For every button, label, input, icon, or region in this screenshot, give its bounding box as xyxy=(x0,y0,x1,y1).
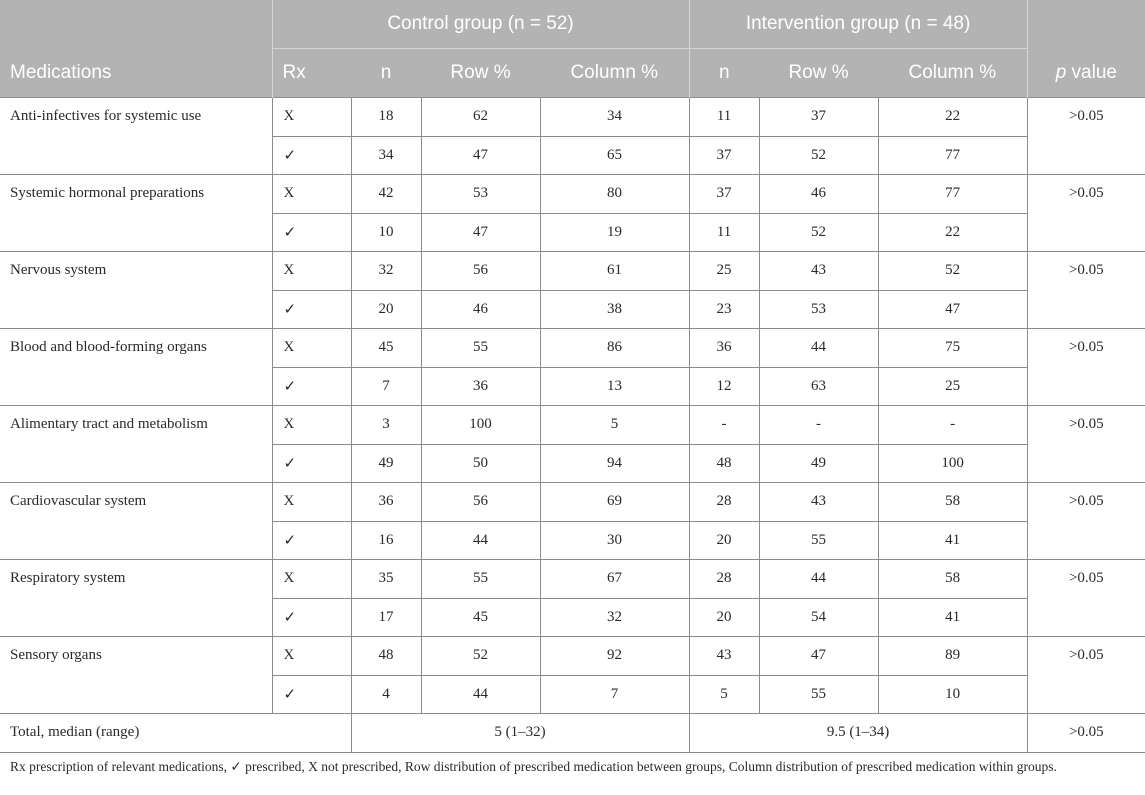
rx-cell: ✓ xyxy=(272,521,351,560)
header-intervention-column-pct: Column % xyxy=(878,49,1027,98)
intervention-row-pct: 37 xyxy=(759,98,878,137)
rx-cell: X xyxy=(272,252,351,291)
intervention-row-pct: 49 xyxy=(759,444,878,483)
intervention-column-pct: 41 xyxy=(878,598,1027,637)
intervention-column-pct: 58 xyxy=(878,483,1027,522)
p-value: >0.05 xyxy=(1027,560,1145,637)
intervention-row-pct: 43 xyxy=(759,252,878,291)
control-n: 34 xyxy=(351,136,421,175)
rx-cell: X xyxy=(272,98,351,137)
total-label: Total, median (range) xyxy=(0,714,351,753)
control-n: 7 xyxy=(351,367,421,406)
intervention-n: - xyxy=(689,406,759,445)
control-n: 18 xyxy=(351,98,421,137)
rx-cell: X xyxy=(272,175,351,214)
total-control: 5 (1–32) xyxy=(351,714,689,753)
category-label: Respiratory system xyxy=(0,560,272,637)
total-row xyxy=(0,714,1145,753)
table-row xyxy=(0,98,1145,137)
intervention-n: 20 xyxy=(689,598,759,637)
control-row-pct: 53 xyxy=(421,175,540,214)
control-row-pct: 52 xyxy=(421,637,540,676)
intervention-column-pct: 25 xyxy=(878,367,1027,406)
control-n: 36 xyxy=(351,483,421,522)
intervention-n: 43 xyxy=(689,637,759,676)
table-row xyxy=(0,560,1145,599)
intervention-row-pct: 55 xyxy=(759,521,878,560)
intervention-n: 11 xyxy=(689,98,759,137)
p-value: >0.05 xyxy=(1027,252,1145,329)
intervention-column-pct: 10 xyxy=(878,675,1027,714)
category-label: Anti-infectives for systemic use xyxy=(0,98,272,175)
intervention-column-pct: 89 xyxy=(878,637,1027,676)
control-n: 4 xyxy=(351,675,421,714)
control-column-pct: 67 xyxy=(540,560,689,599)
rx-cell: X xyxy=(272,329,351,368)
control-row-pct: 46 xyxy=(421,290,540,329)
header-intervention-group: Intervention group (n = 48) xyxy=(689,0,1027,49)
intervention-column-pct: 22 xyxy=(878,213,1027,252)
header-row-groups xyxy=(0,0,1145,49)
control-column-pct: 7 xyxy=(540,675,689,714)
header-control-n: n xyxy=(351,49,421,98)
intervention-n: 23 xyxy=(689,290,759,329)
control-row-pct: 44 xyxy=(421,521,540,560)
category-label: Cardiovascular system xyxy=(0,483,272,560)
control-row-pct: 44 xyxy=(421,675,540,714)
control-column-pct: 86 xyxy=(540,329,689,368)
rx-cell: ✓ xyxy=(272,290,351,329)
intervention-n: 48 xyxy=(689,444,759,483)
intervention-column-pct: 47 xyxy=(878,290,1027,329)
intervention-n: 11 xyxy=(689,213,759,252)
header-p-value xyxy=(1027,49,1145,98)
control-row-pct: 45 xyxy=(421,598,540,637)
intervention-row-pct: 63 xyxy=(759,367,878,406)
control-column-pct: 13 xyxy=(540,367,689,406)
intervention-column-pct: 41 xyxy=(878,521,1027,560)
intervention-column-pct: 77 xyxy=(878,136,1027,175)
control-column-pct: 34 xyxy=(540,98,689,137)
intervention-row-pct: 43 xyxy=(759,483,878,522)
header-control-column-pct: Column % xyxy=(540,49,689,98)
header-medications: Medications xyxy=(0,49,272,98)
header-control-row-pct: Row % xyxy=(421,49,540,98)
control-row-pct: 100 xyxy=(421,406,540,445)
intervention-column-pct: 100 xyxy=(878,444,1027,483)
intervention-row-pct: 44 xyxy=(759,329,878,368)
intervention-n: 20 xyxy=(689,521,759,560)
intervention-row-pct: 52 xyxy=(759,213,878,252)
intervention-row-pct: 52 xyxy=(759,136,878,175)
control-row-pct: 56 xyxy=(421,483,540,522)
control-n: 3 xyxy=(351,406,421,445)
header-row-columns xyxy=(0,49,1145,98)
intervention-n: 25 xyxy=(689,252,759,291)
intervention-column-pct: - xyxy=(878,406,1027,445)
control-row-pct: 62 xyxy=(421,98,540,137)
category-label: Alimentary tract and metabolism xyxy=(0,406,272,483)
p-value: >0.05 xyxy=(1027,406,1145,483)
control-row-pct: 50 xyxy=(421,444,540,483)
table-row xyxy=(0,637,1145,676)
rx-cell: ✓ xyxy=(272,444,351,483)
table-row xyxy=(0,483,1145,522)
control-column-pct: 30 xyxy=(540,521,689,560)
header-p-italic: p xyxy=(1055,61,1067,83)
intervention-n: 28 xyxy=(689,483,759,522)
table-row xyxy=(0,252,1145,291)
intervention-n: 37 xyxy=(689,175,759,214)
p-value: >0.05 xyxy=(1027,483,1145,560)
p-value: >0.05 xyxy=(1027,98,1145,175)
control-n: 49 xyxy=(351,444,421,483)
p-value: >0.05 xyxy=(1027,175,1145,252)
header-intervention-row-pct: Row % xyxy=(759,49,878,98)
p-value: >0.05 xyxy=(1027,329,1145,406)
control-column-pct: 32 xyxy=(540,598,689,637)
intervention-row-pct: 54 xyxy=(759,598,878,637)
rx-cell: ✓ xyxy=(272,136,351,175)
rx-cell: X xyxy=(272,637,351,676)
control-column-pct: 65 xyxy=(540,136,689,175)
control-column-pct: 92 xyxy=(540,637,689,676)
intervention-n: 36 xyxy=(689,329,759,368)
header-p-rest: value xyxy=(1066,61,1117,83)
intervention-column-pct: 22 xyxy=(878,98,1027,137)
header-empty-right xyxy=(1027,0,1145,49)
control-row-pct: 55 xyxy=(421,560,540,599)
intervention-row-pct: 53 xyxy=(759,290,878,329)
rx-cell: X xyxy=(272,406,351,445)
table-row xyxy=(0,406,1145,445)
intervention-row-pct: 47 xyxy=(759,637,878,676)
p-value: >0.05 xyxy=(1027,637,1145,714)
control-column-pct: 94 xyxy=(540,444,689,483)
rx-cell: ✓ xyxy=(272,213,351,252)
rx-cell: ✓ xyxy=(272,367,351,406)
control-n: 42 xyxy=(351,175,421,214)
table-footnote: Rx prescription of relevant medications, ✓ prescribed, X not prescribed, Row distribution of prescribed medication between groups, Column distribution of prescribed medication within groups. xyxy=(10,759,1057,774)
control-column-pct: 38 xyxy=(540,290,689,329)
category-label: Blood and blood-forming organs xyxy=(0,329,272,406)
control-row-pct: 47 xyxy=(421,136,540,175)
control-n: 20 xyxy=(351,290,421,329)
header-control-group: Control group (n = 52) xyxy=(272,0,689,49)
control-column-pct: 19 xyxy=(540,213,689,252)
rx-cell: ✓ xyxy=(272,675,351,714)
intervention-n: 28 xyxy=(689,560,759,599)
control-n: 16 xyxy=(351,521,421,560)
control-row-pct: 55 xyxy=(421,329,540,368)
rx-cell: X xyxy=(272,483,351,522)
control-n: 32 xyxy=(351,252,421,291)
category-label: Systemic hormonal preparations xyxy=(0,175,272,252)
control-n: 45 xyxy=(351,329,421,368)
total-intervention: 9.5 (1–34) xyxy=(689,714,1027,753)
control-row-pct: 47 xyxy=(421,213,540,252)
intervention-row-pct: - xyxy=(759,406,878,445)
intervention-n: 5 xyxy=(689,675,759,714)
intervention-row-pct: 46 xyxy=(759,175,878,214)
rx-cell: ✓ xyxy=(272,598,351,637)
total-p-value: >0.05 xyxy=(1027,714,1145,753)
intervention-column-pct: 58 xyxy=(878,560,1027,599)
intervention-column-pct: 75 xyxy=(878,329,1027,368)
control-n: 10 xyxy=(351,213,421,252)
table-row xyxy=(0,175,1145,214)
control-column-pct: 5 xyxy=(540,406,689,445)
control-column-pct: 61 xyxy=(540,252,689,291)
intervention-column-pct: 52 xyxy=(878,252,1027,291)
intervention-column-pct: 77 xyxy=(878,175,1027,214)
intervention-n: 12 xyxy=(689,367,759,406)
header-rx: Rx xyxy=(272,49,351,98)
control-column-pct: 80 xyxy=(540,175,689,214)
category-label: Nervous system xyxy=(0,252,272,329)
intervention-row-pct: 44 xyxy=(759,560,878,599)
table-row xyxy=(0,329,1145,368)
intervention-n: 37 xyxy=(689,136,759,175)
control-n: 17 xyxy=(351,598,421,637)
control-n: 48 xyxy=(351,637,421,676)
header-intervention-n: n xyxy=(689,49,759,98)
control-row-pct: 56 xyxy=(421,252,540,291)
control-n: 35 xyxy=(351,560,421,599)
control-column-pct: 69 xyxy=(540,483,689,522)
category-label: Sensory organs xyxy=(0,637,272,714)
header-empty-left xyxy=(0,0,272,49)
control-row-pct: 36 xyxy=(421,367,540,406)
rx-cell: X xyxy=(272,560,351,599)
intervention-row-pct: 55 xyxy=(759,675,878,714)
